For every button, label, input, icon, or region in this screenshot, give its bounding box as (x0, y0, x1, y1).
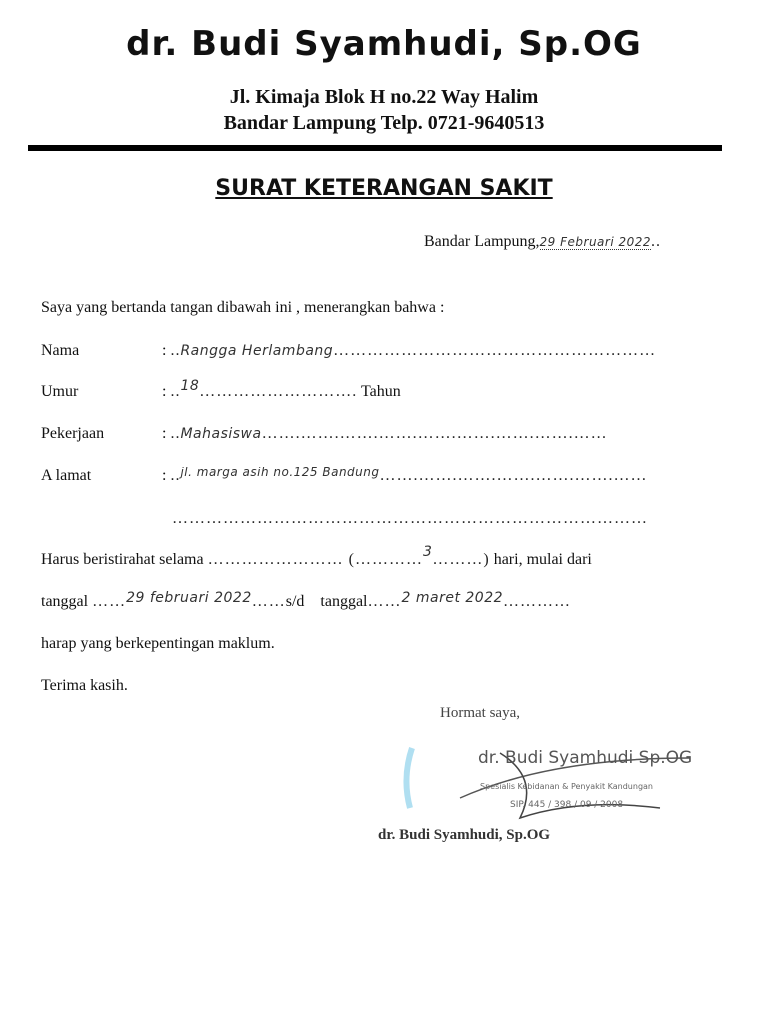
start-date-handwritten: 29 februari 2022 (126, 590, 252, 606)
address-line-1: Jl. Kimaja Blok H no.22 Way Halim (229, 86, 539, 108)
days-handwritten: 3 (422, 544, 433, 560)
field-umur: : ..18………………………. Tahun (162, 378, 401, 400)
date-handwritten: 29 Februari 2022 (539, 235, 652, 249)
field-nama: : ..Rangga Herlambang………………………………………………… (162, 342, 657, 359)
stamp (400, 738, 700, 828)
document-title: SURAT KETERANGAN SAKIT (215, 176, 553, 201)
label-umur: Umur (41, 383, 79, 400)
umur-handwritten: 18 (180, 378, 200, 394)
pekerjaan-handwritten: Mahasiswa (180, 426, 262, 442)
stamp-subtitle: Spesialis Kebidanan & Penyakit Kandungan (480, 782, 653, 791)
dot-leader: .. (651, 233, 662, 250)
field-alamat: : ..$^{jl. marga asih no.125 Bandung}$…….…….…….…….…….…….…… (162, 467, 648, 484)
rest-line-2: tanggal ……29 februari 2022……s/d tanggal……2 maret 2022………… (41, 590, 572, 610)
alamat-handwritten: jl. marga asih no.125 Bandung (180, 467, 380, 479)
rest-line-1: Harus beristirahat selama …………………… (…………3………) hari, mulai dari (41, 544, 592, 568)
stamp-name: dr. Budi Syamhudi Sp.OG (478, 748, 693, 768)
label-nama: Nama (41, 342, 80, 359)
doctor-name-heading: dr. Budi Syamhudi, Sp.OG (126, 24, 642, 64)
intro-statement: Saya yang bertanda tangan dibawah ini , menerangkan bahwa : (41, 299, 445, 316)
end-date-handwritten: 2 maret 2022 (401, 590, 504, 606)
closing-text: Hormat saya, (440, 705, 520, 721)
rest-line-3: harap yang berkepentingan maklum. (41, 635, 275, 652)
signer-name: dr. Budi Syamhudi, Sp.OG (378, 827, 551, 843)
label-pekerjaan: Pekerjaan (41, 425, 105, 442)
place-date-line (424, 233, 661, 251)
alamat-continuation-line: ………………………………………………………………………… (172, 510, 648, 527)
tahun-label: Tahun (361, 383, 401, 400)
header-divider (28, 145, 722, 151)
nama-handwritten: Rangga Herlambang (180, 343, 334, 359)
place-text: Bandar Lampung, (424, 233, 540, 250)
stamp-license: SIP. 445 / 398 / 09 / 2008 (510, 800, 624, 810)
address-line-2: Bandar Lampung Telp. 0721-9640513 (223, 112, 545, 134)
field-pekerjaan: : ..Mahasiswa…….…….…….…….…….…….…….…….…… (162, 425, 608, 442)
thanks-text: Terima kasih. (41, 677, 128, 694)
label-alamat: A lamat (41, 467, 92, 484)
